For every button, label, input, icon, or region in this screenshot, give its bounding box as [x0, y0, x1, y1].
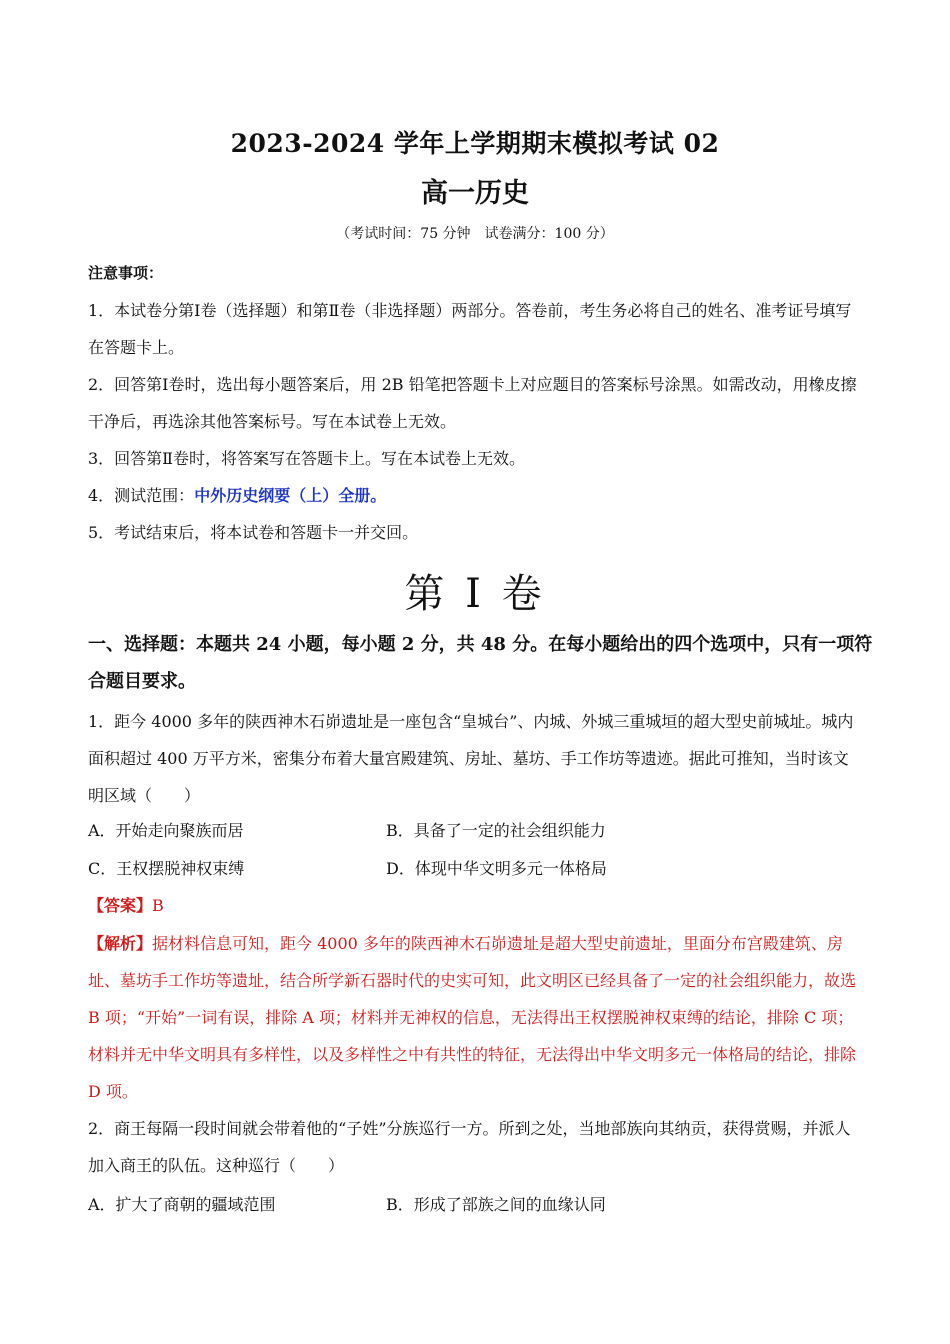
- volume-heading: 第 I 卷: [404, 571, 546, 617]
- question-1-option-c: C．王权摆脱神权束缚: [88, 859, 245, 878]
- question-1-option-b: B．具备了一定的社会组织能力: [386, 821, 606, 840]
- notice-item-3: 3．回答第Ⅱ卷时，将答案写在答题卡上。写在本试卷上无效。: [88, 449, 526, 468]
- test-scope-end: 。: [370, 486, 387, 505]
- question-1-answer: [88, 887, 863, 924]
- notice-item-1: 1．本试卷分第Ⅰ卷（选择题）和第Ⅱ卷（非选择题）两部分。答卷前，考生务必将自己的姓名、准考证号填写在答题卡上。: [88, 301, 852, 357]
- notice-item-2: 2．回答第Ⅰ卷时，选出每小题答案后，用 2B 铅笔把答题卡上对应题目的答案标号涂黑。如需改动，用橡皮擦干净后，再选涂其他答案标号。写在本试卷上无效。: [88, 375, 857, 431]
- question-1-option-d: D．体现中华文明多元一体格局: [386, 859, 607, 878]
- answer-value: B: [152, 896, 164, 915]
- question-1-option-a: A．开始走向聚族而居: [88, 821, 244, 840]
- question-2-stem: 2．商王每隔一段时间就会带着他的“子姓”分族巡行一方。所到之处，当地部族向其纳贡，获得赏赐，并派人加入商王的队伍。这种巡行（ ）: [88, 1119, 851, 1175]
- exam-subject: 高一历史: [421, 178, 529, 209]
- question-1-stem: 1．距今 4000 多年的陕西神木石峁遗址是一座包含“皇城台”、内城、外城三重城垣的超大型史前城址。城内面积超过 400 万平方米，密集分布着大量宫殿建筑、房址、墓坊、手工作坊等遗迹。据此可推知，当时该文明区域（ ）: [88, 712, 854, 805]
- notice-item-4: [88, 477, 863, 514]
- question-2-option-a: A．扩大了商朝的疆域范围: [88, 1195, 276, 1214]
- exam-meta: （考试时间：75 分钟 试卷满分：100 分）: [336, 226, 614, 242]
- notice-heading: 注意事项：: [88, 264, 164, 282]
- question-1-options-row-2: [88, 850, 863, 887]
- question-2-options-row-1: [88, 1186, 863, 1223]
- question-2-option-b: B．形成了部族之间的血缘认同: [386, 1195, 606, 1214]
- question-1-analysis: [88, 925, 863, 1110]
- analysis-text: 据材料信息可知，距今 4000 多年的陕西神木石峁遗址是超大型史前遗址，里面分布宫殿建筑、房址、墓坊手工作坊等遗址，结合所学新石器时代的史实可知，此文明区已经具备了一定的社会组织能力，故选 B 项；“开始”一词有误，排除 A 项；材料并无神权的信息，无法得出王权摆脱神权束缚的结论，排除 C 项；材料并无中华文明具有多样性，以及多样性之中有共性的特征，无法得出中华文明多元一体格局的结论，排除 D 项。: [88, 934, 857, 1101]
- question-1-options-row-1: [88, 812, 863, 849]
- notice-item-4-label: 4．测试范围：: [88, 486, 195, 505]
- test-scope: 中外历史纲要（上）全册: [194, 486, 371, 505]
- answer-label: 【答案】: [88, 896, 153, 915]
- exam-title: 2023-2024 学年上学期期末模拟考试 02: [230, 129, 720, 158]
- section-heading: 一、选择题：本题共 24 小题，每小题 2 分，共 48 分。在每小题给出的四个选项中，只有一项符合题目要求。: [88, 634, 873, 692]
- analysis-label: 【解析】: [88, 934, 153, 953]
- notice-item-5: 5．考试结束后，将本试卷和答题卡一并交回。: [88, 523, 419, 542]
